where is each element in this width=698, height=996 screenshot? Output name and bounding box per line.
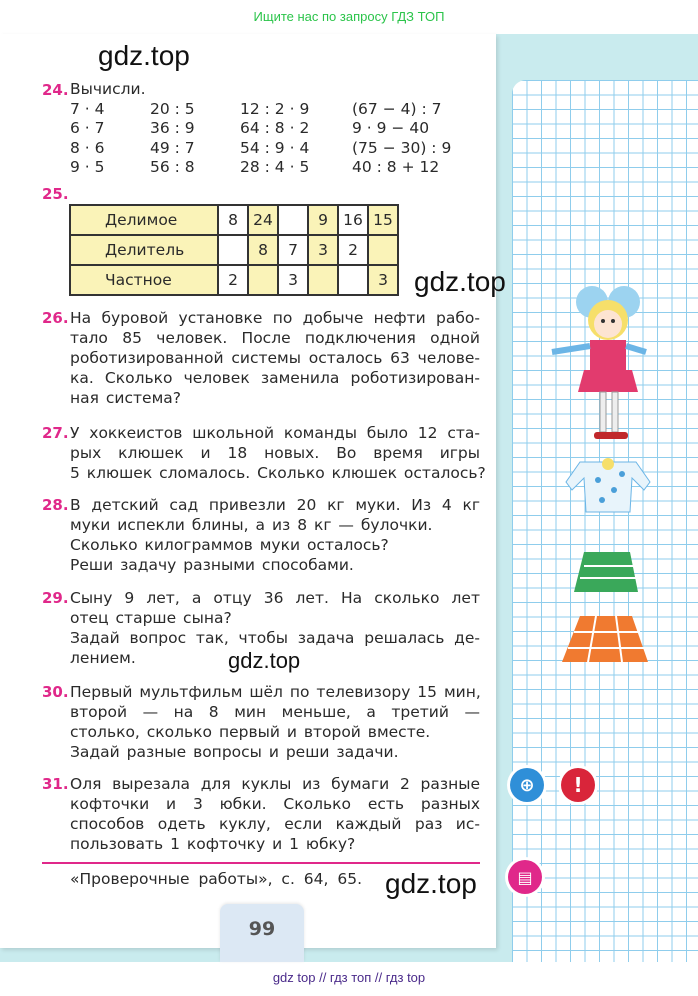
text-line: тало 85 человек. После подключения одной bbox=[70, 329, 480, 347]
skirt-orange bbox=[562, 616, 648, 662]
text-line: В детский сад привезли 20 кг муки. Из 4 кг bbox=[70, 496, 480, 514]
text-line: Задай разные вопросы и реши задачи. bbox=[70, 743, 399, 761]
exercise-expression: 7 · 4 bbox=[70, 99, 105, 118]
text-line: лением. bbox=[70, 649, 136, 667]
exercise-expression: (67 − 4) : 7 bbox=[352, 99, 442, 118]
problem-text bbox=[70, 774, 480, 854]
exercise-expression: 54 : 9 · 4 bbox=[240, 138, 310, 157]
problem-text bbox=[70, 308, 480, 408]
text-line: Первый мультфильм шёл по телевизору 15 мин, bbox=[70, 683, 481, 701]
division-table bbox=[69, 204, 399, 296]
watermark: gdz.top bbox=[228, 648, 301, 673]
text-line: рых клюшек и 18 новых. Во время игры bbox=[70, 444, 480, 462]
exercise-expression: 56 : 8 bbox=[150, 158, 195, 176]
problem-title: Вычисли. bbox=[70, 80, 146, 98]
problem-text bbox=[70, 423, 486, 483]
exercise-expression: 8 · 6 bbox=[70, 138, 105, 157]
table-cell: 15 bbox=[368, 205, 398, 235]
problem-number: 27. bbox=[42, 424, 69, 442]
exercise-expression: 64 : 8 · 2 bbox=[240, 119, 310, 137]
table-cell bbox=[338, 265, 368, 295]
problem-number: 30. bbox=[42, 683, 69, 701]
table-cell: 3 bbox=[308, 235, 338, 265]
text-line: Сколько килограммов муки осталось? bbox=[70, 536, 389, 554]
exercise-expression: 6 · 7 bbox=[70, 119, 105, 137]
text-line: второй — на 8 мин меньше, а третий — bbox=[70, 703, 480, 721]
promo-banner[interactable]: Ищите нас по запросу ГДЗ ТОП bbox=[0, 0, 698, 34]
problem-text bbox=[70, 495, 480, 575]
book-icon: ▤ bbox=[508, 860, 542, 894]
table-cell: 2 bbox=[338, 235, 368, 265]
text-line: У хоккеистов школьной команды было 12 ста- bbox=[70, 424, 480, 442]
text-line: Реши задачу разными способами. bbox=[70, 556, 354, 574]
doll-figure bbox=[552, 286, 646, 439]
table-cell: 16 bbox=[338, 205, 368, 235]
problem-number: 31. bbox=[42, 775, 69, 793]
text-line: пользовать 1 кофточку и 1 юбку? bbox=[70, 835, 356, 853]
text-line: роботизированной системы осталось 63 челове- bbox=[70, 349, 480, 367]
problem-number: 29. bbox=[42, 589, 69, 607]
problem-text bbox=[70, 588, 480, 668]
text-line: ка. Сколько человек заменила роботизирован- bbox=[70, 369, 480, 387]
text-line: кофточки и 3 юбки. Сколько есть разных bbox=[70, 795, 480, 813]
problem-number: 28. bbox=[42, 496, 69, 514]
page-number: 99 bbox=[220, 904, 304, 962]
table-cell: 8 bbox=[218, 205, 248, 235]
table-cell: 7 bbox=[278, 235, 308, 265]
text-line: На буровой установке по добыче нефти рабо- bbox=[70, 309, 480, 327]
exercise-expression: 20 : 5 bbox=[150, 99, 195, 118]
table-cell bbox=[368, 235, 398, 265]
text-line: ная система? bbox=[70, 389, 181, 407]
table-cell: 9 bbox=[308, 205, 338, 235]
exercise-expression: 9 · 9 − 40 bbox=[352, 119, 430, 137]
exercise-expression: 36 : 9 bbox=[150, 119, 195, 137]
table-row bbox=[70, 235, 398, 265]
text-line: отец старше сына? bbox=[70, 609, 232, 627]
table-cell: 2 bbox=[218, 265, 248, 295]
exclamation-icon: ! bbox=[561, 768, 595, 802]
watermark: gdz.top bbox=[98, 40, 190, 71]
text-line: муки испекли блины, а из 8 кг — булочки. bbox=[70, 516, 433, 534]
text-line: столько, сколько первый и второй вместе. bbox=[70, 723, 431, 741]
text-line: Оля вырезала для куклы из бумаги 2 разные bbox=[70, 775, 480, 793]
doll-illustration bbox=[540, 280, 660, 670]
watermark: gdz.top bbox=[385, 868, 477, 899]
globe-grid-icon: ⊕ bbox=[510, 768, 544, 802]
exercise-expression: 49 : 7 bbox=[150, 138, 195, 157]
watermark: gdz.top bbox=[414, 266, 506, 297]
table-cell bbox=[248, 265, 278, 295]
table-cell: 3 bbox=[278, 265, 308, 295]
table-cell bbox=[218, 235, 248, 265]
exercise-expression: 28 : 4 · 5 bbox=[240, 158, 310, 176]
reference-text: «Проверочные работы», с. 64, 65. bbox=[70, 870, 363, 888]
table-row bbox=[70, 265, 398, 295]
row-header: Делимое bbox=[70, 205, 218, 235]
table-cell: 8 bbox=[248, 235, 278, 265]
table-cell: 3 bbox=[368, 265, 398, 295]
blouse-polka-dot bbox=[566, 458, 650, 512]
table-cell bbox=[278, 205, 308, 235]
text-line: Задай вопрос так, чтобы задача решалась де- bbox=[70, 629, 480, 647]
table-cell: 24 bbox=[248, 205, 278, 235]
row-header: Делитель bbox=[70, 235, 218, 265]
exercise-expression: 9 · 5 bbox=[70, 158, 105, 176]
row-header: Частное bbox=[70, 265, 218, 295]
text-line: Сыну 9 лет, а отцу 36 лет. На сколько лет bbox=[70, 589, 480, 607]
exercise-expression: 40 : 8 + 12 bbox=[352, 158, 440, 176]
problem-number: 26. bbox=[42, 309, 69, 327]
divider bbox=[42, 862, 480, 864]
table-cell bbox=[308, 265, 338, 295]
skirt-green bbox=[574, 552, 638, 592]
text-line: способов одеть куклу, если каждый раз ис- bbox=[70, 815, 480, 833]
problem-number: 24. bbox=[42, 81, 69, 99]
problem-number: 25. bbox=[42, 185, 69, 203]
footer-links[interactable]: gdz top // гдз топ // гдз top bbox=[0, 962, 698, 996]
table-row bbox=[70, 205, 398, 235]
exercise-expression: (75 − 30) : 9 bbox=[352, 138, 452, 157]
text-line: 5 клюшек сломалось. Сколько клюшек осталось? bbox=[70, 464, 486, 482]
exercise-expression: 12 : 2 · 9 bbox=[240, 99, 310, 118]
problem-text bbox=[70, 682, 480, 762]
